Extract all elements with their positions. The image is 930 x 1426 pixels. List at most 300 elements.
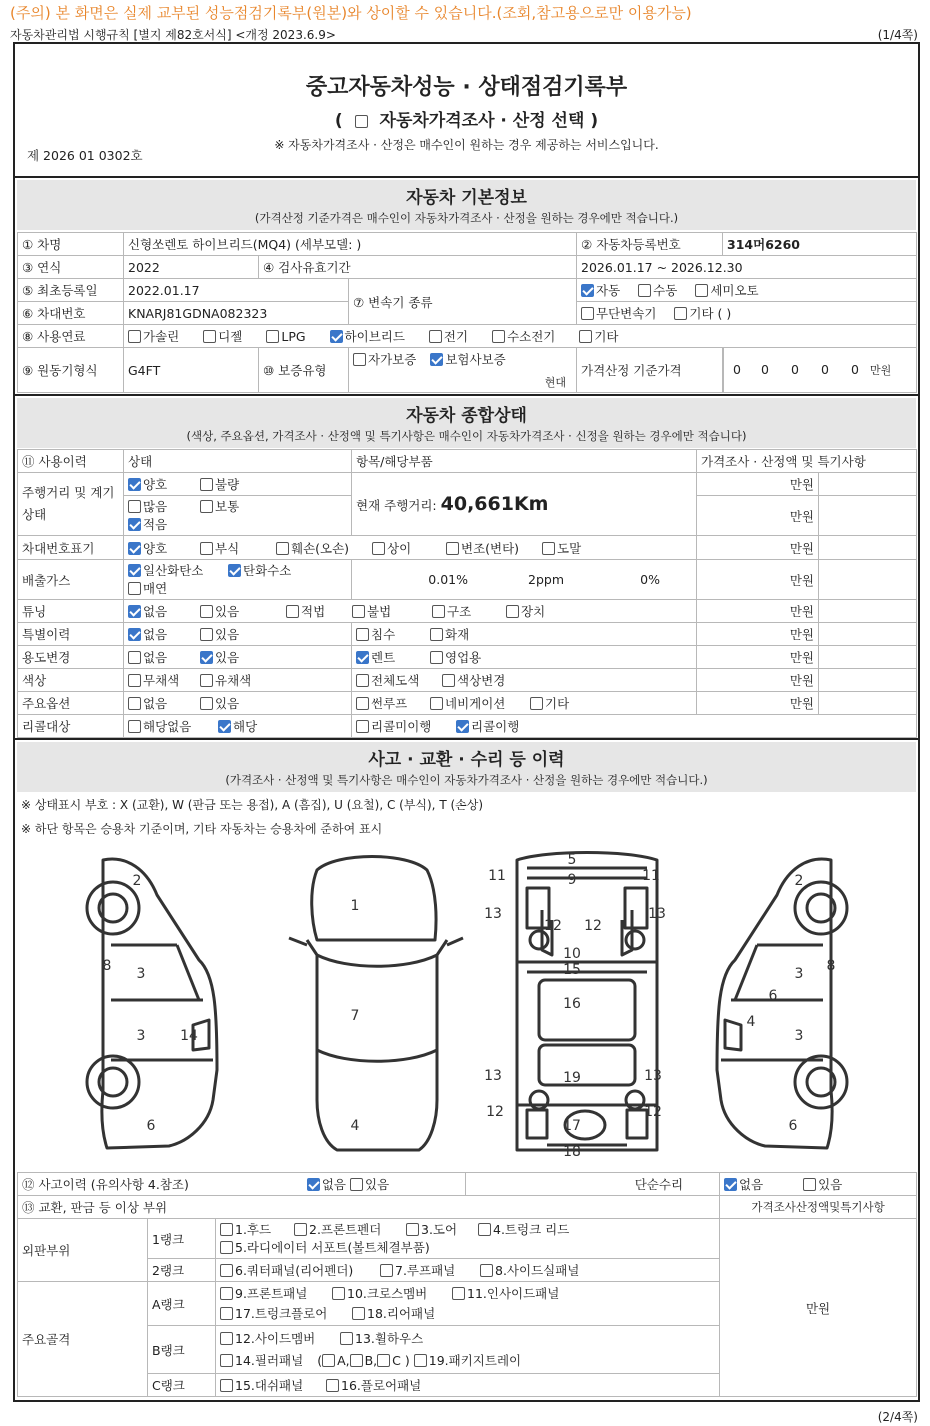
warranty-insurer-checkbox[interactable] bbox=[430, 353, 443, 366]
vinmark-corrosion-checkbox[interactable] bbox=[200, 542, 213, 555]
recall-notdone-checkbox[interactable] bbox=[356, 720, 369, 733]
opt-label: 해당없음 bbox=[143, 719, 192, 734]
fuel-gasoline-checkbox[interactable] bbox=[128, 330, 141, 343]
color-items bbox=[352, 669, 697, 692]
unit: 만원 bbox=[697, 600, 819, 623]
note-cell bbox=[819, 623, 917, 646]
trans-auto-checkbox[interactable] bbox=[581, 284, 594, 297]
opt-label: 없음 bbox=[143, 627, 168, 642]
opt-label: 없음 bbox=[321, 1177, 347, 1192]
opt-label: 없음 bbox=[143, 604, 168, 619]
part-side-sill-checkbox[interactable] bbox=[480, 1264, 493, 1277]
opt-label: 썬루프 bbox=[371, 696, 408, 711]
legend-note: ※ 하단 항목은 승용차 기준이며, 기타 자동차는 승용차에 준하여 표시 bbox=[21, 822, 383, 836]
part-floor-panel-checkbox[interactable] bbox=[326, 1379, 339, 1392]
car-frame-view bbox=[517, 853, 657, 1151]
opt-label: B, bbox=[364, 1352, 378, 1368]
opt-label: 영업용 bbox=[445, 650, 482, 665]
opt-label: 자가보증 bbox=[368, 352, 417, 367]
option-sunroof-checkbox[interactable] bbox=[356, 697, 369, 710]
price-digit: 0 bbox=[791, 362, 799, 377]
paren-open: ( bbox=[317, 1352, 323, 1368]
usage-rent-checkbox[interactable] bbox=[356, 651, 369, 664]
fuel-hydrogen-checkbox[interactable] bbox=[492, 330, 505, 343]
note-cell bbox=[819, 473, 917, 496]
opt-label: 있음 bbox=[215, 627, 240, 642]
opt-label: 1.후드 bbox=[235, 1221, 272, 1237]
unit: 만원 bbox=[697, 496, 819, 536]
unit: 만원 bbox=[697, 473, 819, 496]
paren-close: ) bbox=[590, 111, 599, 131]
vinmark-good-checkbox[interactable] bbox=[128, 542, 141, 555]
opt-label: 기타 bbox=[594, 329, 619, 344]
car-side-left bbox=[87, 859, 217, 1148]
vin: KNARJ81GDNA082323 bbox=[124, 302, 349, 325]
opt-label: 3.도어 bbox=[421, 1221, 458, 1237]
option-yes-checkbox[interactable] bbox=[200, 697, 213, 710]
note-cell bbox=[819, 646, 917, 669]
simple-repair-opts bbox=[720, 1173, 917, 1196]
mileage-opts-1 bbox=[124, 473, 352, 496]
col-price: 가격조사 · 산정액 및 특기사항 bbox=[697, 450, 917, 473]
option-none-checkbox[interactable] bbox=[128, 697, 141, 710]
part-num-13: 13 bbox=[484, 906, 502, 922]
part-num-5: 5 bbox=[567, 852, 577, 868]
rank1-items bbox=[216, 1219, 720, 1259]
recall-yes-checkbox[interactable] bbox=[218, 720, 231, 733]
part-package-tray-checkbox[interactable] bbox=[414, 1354, 427, 1367]
opt-label: 매연 bbox=[143, 580, 168, 596]
unit: 만원 bbox=[697, 623, 819, 646]
basic-info-header bbox=[17, 180, 916, 230]
fuel-other-checkbox[interactable] bbox=[579, 330, 592, 343]
trans-other-checkbox[interactable] bbox=[674, 307, 687, 320]
mileage-value: 40,661Km bbox=[440, 493, 549, 515]
note-cell bbox=[819, 536, 917, 560]
fuel-hybrid-checkbox[interactable] bbox=[330, 330, 343, 343]
part-num-13: 13 bbox=[484, 1068, 502, 1084]
price-digits bbox=[723, 348, 917, 393]
price-select-checkbox[interactable] bbox=[355, 115, 368, 128]
part-roof-panel-checkbox[interactable] bbox=[380, 1264, 393, 1277]
label-fuel: ⑧ 사용연료 bbox=[18, 325, 124, 348]
acc-yes-checkbox[interactable] bbox=[350, 1178, 363, 1191]
mileage-good-checkbox[interactable] bbox=[128, 478, 141, 491]
opt-label: 불량 bbox=[215, 477, 240, 492]
color-chromatic-checkbox[interactable] bbox=[200, 674, 213, 687]
part-num-6: 6 bbox=[146, 1118, 156, 1134]
opt-label: 일산화탄소 bbox=[143, 562, 204, 578]
acc-label: ⑫ 사고이력 (유의사항 4.참조) bbox=[22, 1177, 189, 1192]
part-num-2: 2 bbox=[794, 873, 804, 889]
special-fire-checkbox[interactable] bbox=[430, 628, 443, 641]
part-dash-panel-checkbox[interactable] bbox=[220, 1379, 233, 1392]
opt-label: 부식 bbox=[215, 540, 240, 556]
rank-b: B랭크 bbox=[148, 1326, 216, 1374]
record-number: 제 2026 01 0302호 bbox=[27, 148, 143, 163]
part-num-8: 8 bbox=[102, 958, 112, 974]
emission-hc-checkbox[interactable] bbox=[228, 564, 241, 577]
opt-label: 리콜미이행 bbox=[371, 719, 432, 734]
rank-a: A랭크 bbox=[148, 1282, 216, 1326]
color-opts bbox=[124, 669, 352, 692]
part-trunk-lid-checkbox[interactable] bbox=[478, 1223, 491, 1236]
section-title: 자동차 기본정보 bbox=[406, 188, 527, 208]
opt-label: 무채색 bbox=[143, 673, 180, 688]
engine: G4FT bbox=[124, 348, 259, 393]
pillar-c-checkbox[interactable] bbox=[377, 1354, 390, 1367]
opt-label: 10.크로스멤버 bbox=[347, 1285, 428, 1301]
unit: 만원 bbox=[697, 692, 819, 715]
col-item: 항목/해당부품 bbox=[352, 450, 697, 473]
mileage-many-checkbox[interactable] bbox=[128, 500, 141, 513]
opt-label: 2.프론트펜더 bbox=[309, 1221, 382, 1237]
opt-label: 기타 bbox=[545, 696, 570, 711]
opt-label: 색상변경 bbox=[457, 673, 506, 688]
opt-label: 수소전기 bbox=[507, 329, 556, 344]
emission-smoke-checkbox[interactable] bbox=[128, 582, 141, 595]
label-warranty: ⑩ 보증유형 bbox=[259, 348, 349, 393]
part-num-19: 19 bbox=[563, 1070, 581, 1086]
part-front-fender-checkbox[interactable] bbox=[294, 1223, 307, 1236]
label-vin: ⑥ 차대번호 bbox=[18, 302, 124, 325]
vinmark-painted-checkbox[interactable] bbox=[542, 542, 555, 555]
label-valid: ④ 검사유효기간 bbox=[259, 256, 577, 279]
emission-opts bbox=[124, 560, 352, 600]
part-num-15: 15 bbox=[563, 962, 581, 978]
tuning-device-checkbox[interactable] bbox=[506, 605, 519, 618]
simple-none-checkbox[interactable] bbox=[724, 1178, 737, 1191]
part-trunk-floor-checkbox[interactable] bbox=[220, 1307, 233, 1320]
tuning-structure-checkbox[interactable] bbox=[432, 605, 445, 618]
opt-label: 수동 bbox=[653, 283, 678, 298]
opt-label: 5.라디에이터 서포트(볼트체결부품) bbox=[235, 1239, 430, 1255]
opt-label: 디젤 bbox=[218, 329, 243, 344]
opt-label: 12.사이드멤버 bbox=[235, 1330, 316, 1346]
opt-label: 구조 bbox=[447, 604, 472, 619]
opt-label: 있음 bbox=[215, 696, 240, 711]
unit: 만원 bbox=[697, 536, 819, 560]
special-opts bbox=[124, 623, 352, 646]
color-fullpaint-checkbox[interactable] bbox=[356, 674, 369, 687]
opt-label: 적음 bbox=[143, 517, 168, 532]
opt-label: 많음 bbox=[143, 499, 168, 514]
title-block bbox=[15, 44, 918, 178]
part-num-9: 9 bbox=[567, 872, 577, 888]
first-reg: 2022.01.17 bbox=[124, 279, 349, 302]
simple-yes-checkbox[interactable] bbox=[803, 1178, 816, 1191]
trans-cvt-checkbox[interactable] bbox=[581, 307, 594, 320]
part-num-14: 14 bbox=[180, 1028, 198, 1044]
trans-semi-checkbox[interactable] bbox=[695, 284, 708, 297]
opt-label: 하이브리드 bbox=[344, 329, 405, 344]
label-special: 특별이력 bbox=[18, 623, 124, 646]
opt-label: 적법 bbox=[301, 604, 326, 619]
label-usage: 용도변경 bbox=[18, 646, 124, 669]
pillar-b-checkbox[interactable] bbox=[350, 1354, 363, 1367]
fuel-options bbox=[124, 325, 917, 348]
mileage-normal-checkbox[interactable] bbox=[200, 500, 213, 513]
opt-label: 가솔린 bbox=[143, 329, 180, 344]
opt-label: 15.대쉬패널 bbox=[235, 1378, 304, 1393]
rank2-items bbox=[216, 1259, 720, 1282]
opt-label: 네비게이션 bbox=[445, 696, 506, 711]
option-navi-checkbox[interactable] bbox=[430, 697, 443, 710]
special-items bbox=[352, 623, 697, 646]
status-section bbox=[15, 396, 918, 740]
usage-items bbox=[352, 646, 697, 669]
price-digit: 0 bbox=[851, 362, 859, 377]
part-cross-member-checkbox[interactable] bbox=[332, 1287, 345, 1300]
section-subtitle: (가격산정 기준가격은 매수인이 자동차가격조사 · 산정을 원하는 경우에만 적습니다.) bbox=[254, 211, 679, 225]
label-year: ③ 연식 bbox=[18, 256, 124, 279]
part-num-3: 3 bbox=[136, 1028, 146, 1044]
label-car-name: ① 차명 bbox=[18, 233, 124, 256]
label-transmission: ⑦ 변속기 종류 bbox=[349, 279, 577, 325]
parts-price-label: 가격조사산정액및특기사항 bbox=[720, 1196, 917, 1219]
car-side-right bbox=[717, 859, 847, 1148]
opt-label: 있음 bbox=[818, 1177, 843, 1192]
opt-label: 11.인사이드패널 bbox=[467, 1285, 560, 1301]
price-digit: 0 bbox=[821, 362, 829, 377]
opt-label: 7.루프패널 bbox=[395, 1263, 456, 1278]
option-other-checkbox[interactable] bbox=[530, 697, 543, 710]
opt-label: 세미오토 bbox=[710, 283, 759, 298]
part-num-3: 3 bbox=[794, 1028, 804, 1044]
part-door-checkbox[interactable] bbox=[406, 1223, 419, 1236]
year: 2022 bbox=[124, 256, 259, 279]
usage-business-checkbox[interactable] bbox=[430, 651, 443, 664]
section-subtitle: (가격조사 · 산정액 및 특기사항은 매수인이 자동차가격조사 · 산정을 원하는 경우에만 적습니다.) bbox=[225, 773, 708, 787]
part-pillar-panel-checkbox[interactable] bbox=[220, 1354, 233, 1367]
col-history: ⑪ 사용이력 bbox=[18, 450, 124, 473]
opt-label: 없음 bbox=[739, 1177, 764, 1192]
opt-label: 9.프론트패널 bbox=[235, 1285, 308, 1301]
price-digit: 0 bbox=[723, 348, 750, 392]
price-digit: 0 bbox=[761, 362, 769, 377]
section-subtitle: (색상, 주요옵션, 가격조사 · 산정액 및 특기사항은 매수인이 자동차가격조사 · 신정을 원하는 경우에만 적습니다) bbox=[186, 429, 747, 443]
rankc-items bbox=[216, 1374, 720, 1397]
special-yes-checkbox[interactable] bbox=[200, 628, 213, 641]
part-radiator-support-checkbox[interactable] bbox=[220, 1241, 233, 1254]
ranka-items bbox=[216, 1282, 720, 1326]
emission-co-checkbox[interactable] bbox=[128, 564, 141, 577]
recall-na-checkbox[interactable] bbox=[128, 720, 141, 733]
opt-label: 무단변속기 bbox=[596, 306, 657, 321]
part-num-6: 6 bbox=[768, 988, 778, 1004]
opt-label: 4.트렁크 리드 bbox=[493, 1221, 570, 1237]
warranty-self-checkbox[interactable] bbox=[353, 353, 366, 366]
part-num-11: 11 bbox=[642, 868, 660, 884]
special-flood-checkbox[interactable] bbox=[356, 628, 369, 641]
price-unit: 만원 bbox=[870, 364, 892, 377]
tuning-legal-checkbox[interactable] bbox=[286, 605, 299, 618]
opt-label: 도말 bbox=[557, 540, 582, 556]
warranty-company: 현대 bbox=[544, 376, 567, 389]
trans-manual-checkbox[interactable] bbox=[638, 284, 651, 297]
opt-label: 있음 bbox=[215, 650, 240, 665]
label-engine: ⑨ 원동기형식 bbox=[18, 348, 124, 393]
opt-label: 상이 bbox=[387, 540, 412, 556]
legend-symbols: ※ 상태표시 부호 : X (교환), W (판금 또는 용접), A (흠집), U (요철), C (부식), T (손상) bbox=[21, 798, 484, 812]
simple-repair-label: 단순수리 bbox=[466, 1173, 720, 1196]
emission-values bbox=[352, 560, 697, 600]
part-rear-panel-checkbox[interactable] bbox=[352, 1307, 365, 1320]
tuning-illegal-checkbox[interactable] bbox=[352, 605, 365, 618]
parts-label: ⑬ 교환, 판금 등 이상 부위 bbox=[18, 1196, 720, 1219]
opt-label: 8.사이드실패널 bbox=[495, 1263, 580, 1278]
opt-label: 양호 bbox=[143, 477, 168, 492]
basic-info-table bbox=[17, 232, 917, 393]
opt-label: 불법 bbox=[367, 604, 392, 619]
part-num-4: 4 bbox=[350, 1118, 360, 1134]
part-front-panel-checkbox[interactable] bbox=[220, 1287, 233, 1300]
opt-label: 6.쿼터패널(리어펜더) bbox=[235, 1263, 354, 1278]
regulation-line: 자동차관리법 시행규칙 [별지 제82호서식] <개정 2023.6.9> bbox=[10, 28, 336, 42]
label-tuning: 튜닝 bbox=[18, 600, 124, 623]
part-num-2: 2 bbox=[132, 873, 142, 889]
opt-label: 13.휠하우스 bbox=[355, 1330, 424, 1346]
label-color: 색상 bbox=[18, 669, 124, 692]
recall-done-checkbox[interactable] bbox=[456, 720, 469, 733]
label-mileage: 주행거리 및 계기 상태 bbox=[18, 473, 124, 536]
unit: 만원 bbox=[697, 646, 819, 669]
opt-label: A, bbox=[337, 1352, 350, 1368]
note-cell bbox=[819, 496, 917, 536]
part-num-17: 17 bbox=[563, 1118, 581, 1134]
part-side-member-checkbox[interactable] bbox=[220, 1332, 233, 1345]
opt-label: 침수 bbox=[371, 627, 396, 642]
label-reg-no: ② 자동차등록번호 bbox=[577, 233, 723, 256]
label-price: 가격산정 기준가격 bbox=[577, 348, 723, 393]
vehicle-diagram bbox=[17, 850, 916, 1170]
unit: 만원 bbox=[697, 669, 819, 692]
basic-info-section bbox=[15, 178, 918, 396]
part-num-7: 7 bbox=[350, 1008, 360, 1024]
option-items bbox=[352, 692, 697, 715]
form-title: 중고자동차성능 · 상태점검기록부 bbox=[305, 75, 628, 100]
mileage-few-checkbox[interactable] bbox=[128, 518, 141, 531]
emission-hc-value: 2ppm bbox=[528, 572, 564, 587]
part-inside-panel-checkbox[interactable] bbox=[452, 1287, 465, 1300]
label-emission: 배출가스 bbox=[18, 560, 124, 600]
part-num-11: 11 bbox=[488, 868, 506, 884]
valid-period: 2026.01.17 ~ 2026.12.30 bbox=[577, 256, 917, 279]
status-header bbox=[17, 398, 916, 448]
usage-opts bbox=[124, 646, 352, 669]
rank-2: 2랭크 bbox=[148, 1259, 216, 1282]
part-num-6: 6 bbox=[788, 1118, 798, 1134]
part-hood-checkbox[interactable] bbox=[220, 1223, 233, 1236]
paren-open: ( bbox=[334, 111, 343, 131]
opt-label: 18.리어패널 bbox=[367, 1305, 436, 1321]
vinmark-diff-checkbox[interactable] bbox=[372, 542, 385, 555]
parts-price-unit: 만원 bbox=[720, 1219, 917, 1397]
part-num-4: 4 bbox=[746, 1014, 756, 1030]
part-wheel-house-checkbox[interactable] bbox=[340, 1332, 353, 1345]
page-number: (1/4쪽) bbox=[877, 28, 918, 42]
opt-label: 유채색 bbox=[215, 673, 252, 688]
service-note: ※ 자동차가격조사 · 산정은 매수인이 원하는 경우 제공하는 서비스입니다. bbox=[274, 138, 659, 152]
rankb-items bbox=[216, 1326, 720, 1374]
part-num-13: 13 bbox=[648, 906, 666, 922]
part-num-10: 10 bbox=[563, 946, 581, 962]
section-title: 사고 · 교환 · 수리 등 이력 bbox=[368, 750, 565, 770]
fuel-electric-checkbox[interactable] bbox=[429, 330, 442, 343]
special-none-checkbox[interactable] bbox=[128, 628, 141, 641]
section-title: 자동차 종합상태 bbox=[406, 406, 527, 426]
opt-label: 장치 bbox=[521, 604, 546, 619]
opt-label: 탄화수소 bbox=[243, 562, 292, 578]
fuel-diesel-checkbox[interactable] bbox=[203, 330, 216, 343]
tuning-none-checkbox[interactable] bbox=[128, 605, 141, 618]
part-num-16: 16 bbox=[563, 996, 581, 1012]
opt-label: LPG bbox=[281, 329, 306, 344]
part-quarter-panel-checkbox[interactable] bbox=[220, 1264, 233, 1277]
car-top-view bbox=[289, 857, 463, 1151]
fuel-lpg-checkbox[interactable] bbox=[266, 330, 279, 343]
rank-c: C랭크 bbox=[148, 1374, 216, 1397]
note-cell bbox=[819, 692, 917, 715]
price-select-line bbox=[15, 106, 918, 131]
opt-label: 해당 bbox=[233, 719, 258, 734]
paren-close: ) bbox=[404, 1352, 410, 1368]
opt-label: 14.필러패널 bbox=[235, 1352, 304, 1368]
mileage-bad-checkbox[interactable] bbox=[200, 478, 213, 491]
recall-items bbox=[352, 715, 917, 738]
part-num-12: 12 bbox=[644, 1104, 662, 1120]
recall-opts bbox=[124, 715, 352, 738]
frame-label: 주요골격 bbox=[18, 1282, 148, 1397]
opt-label: 전체도색 bbox=[371, 673, 420, 688]
reg-no: 314머6260 bbox=[723, 233, 917, 256]
car-name: 신형쏘렌토 하이브리드(MQ4) (세부모델: ) bbox=[124, 233, 577, 256]
usage-yes-checkbox[interactable] bbox=[200, 651, 213, 664]
part-num-18: 18 bbox=[563, 1144, 581, 1160]
label-vin-mark: 차대번호표기 bbox=[18, 536, 124, 560]
col-status: 상태 bbox=[124, 450, 352, 473]
opt-label: 기타 ( ) bbox=[689, 306, 732, 321]
accident-section bbox=[15, 740, 918, 1402]
option-opts bbox=[124, 692, 352, 715]
acc-none-checkbox[interactable] bbox=[307, 1178, 320, 1191]
pillar-a-checkbox[interactable] bbox=[322, 1354, 335, 1367]
accident-table bbox=[17, 1172, 917, 1397]
label-option: 주요옵션 bbox=[18, 692, 124, 715]
opt-label: 자동 bbox=[596, 283, 621, 298]
color-change-checkbox[interactable] bbox=[442, 674, 455, 687]
opt-label: 없음 bbox=[143, 650, 168, 665]
part-num-12: 12 bbox=[544, 918, 562, 934]
vinmark-damage-checkbox[interactable] bbox=[276, 542, 289, 555]
part-num-8: 8 bbox=[826, 958, 836, 974]
opt-label: 없음 bbox=[143, 696, 168, 711]
page-number-2: (2/4쪽) bbox=[877, 1410, 918, 1424]
color-achromatic-checkbox[interactable] bbox=[128, 674, 141, 687]
vin-mark-opts bbox=[124, 536, 697, 560]
tuning-yes-checkbox[interactable] bbox=[200, 605, 213, 618]
vinmark-altered-checkbox[interactable] bbox=[446, 542, 459, 555]
opt-label: 양호 bbox=[143, 540, 168, 556]
opt-label: 17.트렁크플로어 bbox=[235, 1305, 328, 1321]
opt-label: 16.플로어패널 bbox=[341, 1378, 422, 1393]
mileage-opts-2 bbox=[124, 496, 352, 536]
opt-label: 보험사보증 bbox=[445, 352, 506, 367]
part-num-3: 3 bbox=[794, 966, 804, 982]
mileage-label: 현재 주행거리: bbox=[356, 498, 437, 513]
usage-none-checkbox[interactable] bbox=[128, 651, 141, 664]
notice-banner: (주의) 본 화면은 실제 교부된 성능점검기록부(원본)와 상이할 수 있습니다.(조회,참고용으로만 이용가능) bbox=[10, 4, 692, 22]
